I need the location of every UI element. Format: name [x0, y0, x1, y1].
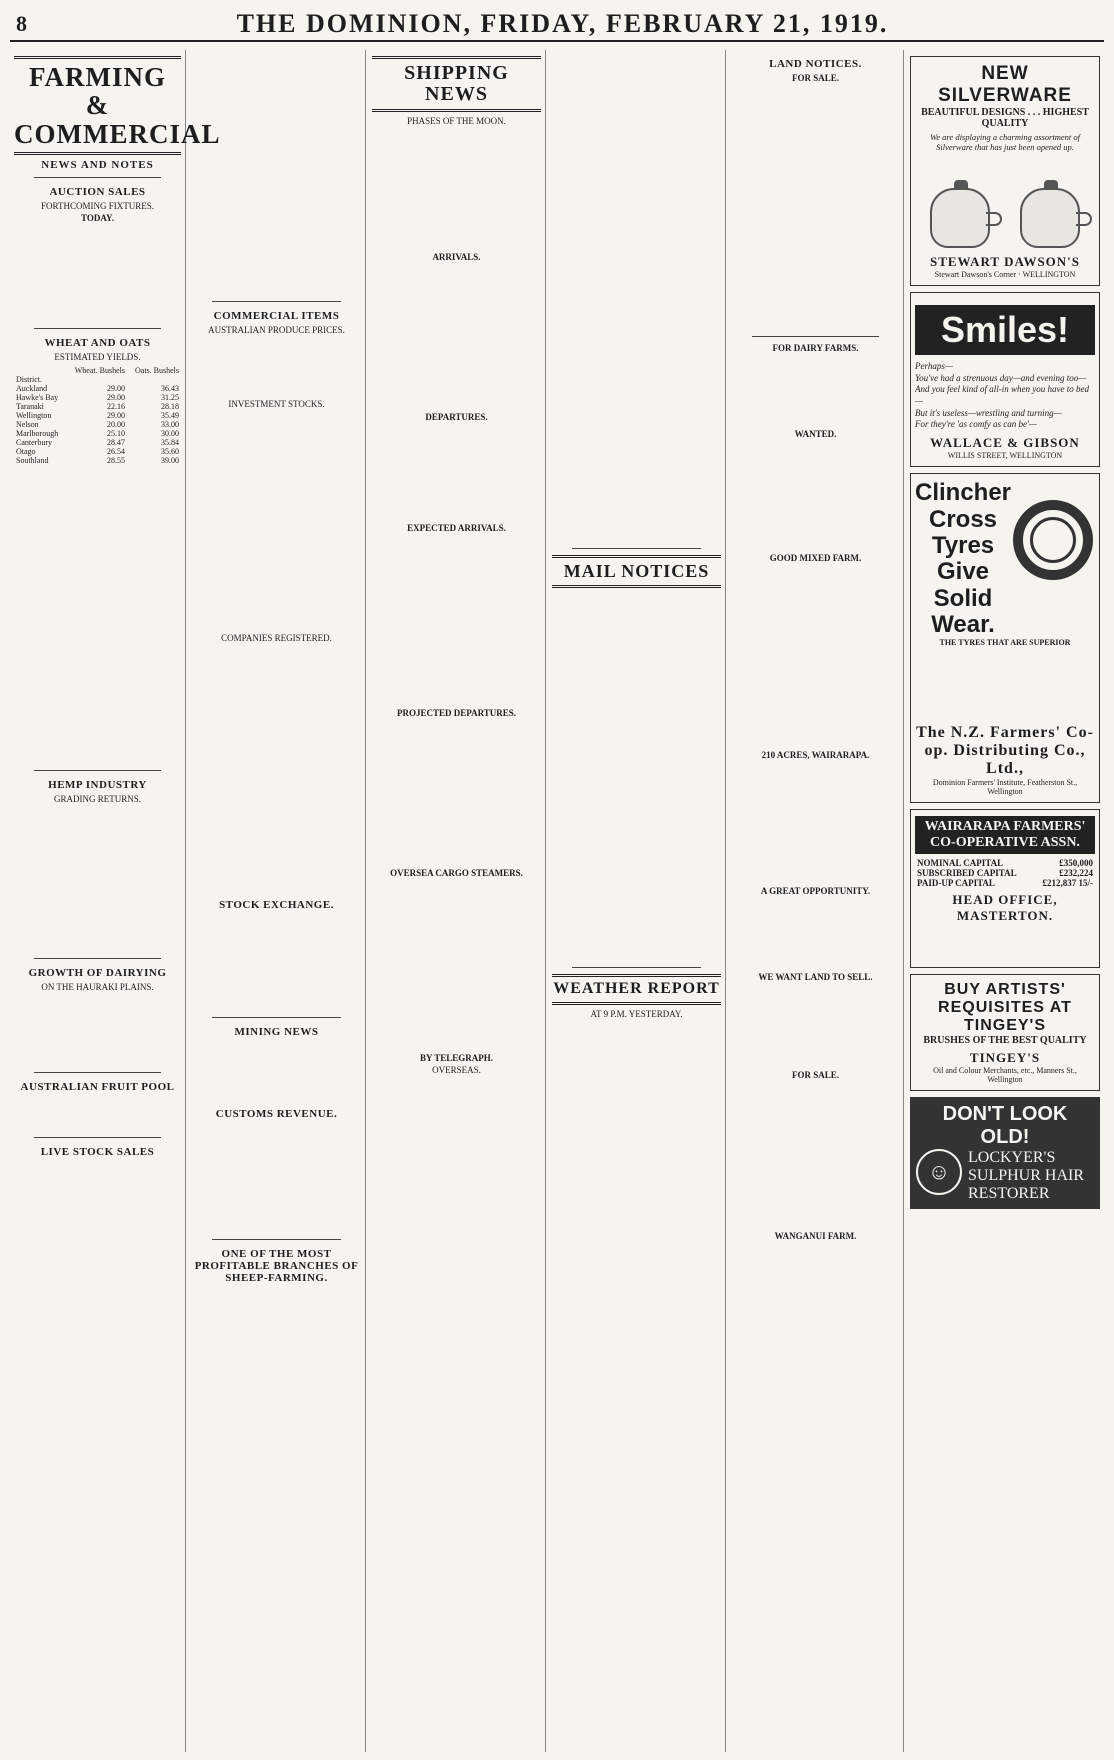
table-cell: [127, 375, 181, 384]
wheat-text-block: [14, 469, 181, 764]
sale-heading-2: FOR SALE.: [791, 1070, 839, 1081]
poem-line: You've had a strenuous day—and evening too—: [915, 372, 1087, 383]
commercial-heading: COMMERCIAL ITEMS: [213, 310, 340, 323]
exchange-heading: STOCK EXCHANGE.: [219, 898, 334, 911]
auction-heading: AUCTION SALES: [49, 186, 146, 199]
mail-text-block: [552, 592, 721, 961]
departures-subheading: DEPARTURES.: [425, 411, 488, 422]
wheat-yield-table: [14, 366, 181, 465]
table-row: [915, 858, 1095, 868]
tyre-illustration: [1011, 480, 1095, 600]
livestock-text-block: [14, 1161, 181, 1283]
divider: [34, 770, 161, 771]
table-cell: 30.00: [161, 428, 179, 438]
expected-subheading: EXPECTED ARRIVALS.: [407, 522, 506, 533]
auction-text-block: [14, 225, 181, 322]
teapot-illustrations: [915, 158, 1095, 248]
hemp-text-block: [14, 806, 181, 952]
mixed-farm-text-block: [732, 565, 899, 748]
smiles-poem: [915, 361, 1095, 431]
capital-table: [915, 858, 1095, 888]
column-header: Oats. Bushels: [135, 365, 179, 375]
news-text-block: [552, 50, 721, 542]
tingeys-advert: [910, 974, 1100, 1091]
table-cell: 28.55: [106, 455, 125, 465]
projected-subheading: PROJECTED DEPARTURES.: [396, 707, 517, 718]
clincher-caption: THE TYRES THAT ARE SUPERIOR: [939, 638, 1071, 648]
table-cell: District.: [16, 374, 42, 384]
growth-text-block: [14, 994, 181, 1066]
table-cell: 36.43: [161, 383, 179, 393]
fruit-heading: AUSTRALIAN FRUIT POOL: [20, 1081, 175, 1093]
smiles-advert: [910, 292, 1100, 467]
exchange-text-block: [192, 914, 361, 1011]
portrait-icon: ☺: [916, 1149, 962, 1195]
moon-text-block: [372, 128, 541, 250]
stewart-dawson-address: Stewart Dawson's Corner · WELLINGTON: [934, 270, 1076, 279]
table-cell: Hawke's Bay: [16, 392, 59, 402]
divider: [34, 1072, 161, 1073]
opportunity-heading: A GREAT OPPORTUNITY.: [760, 885, 871, 896]
table-cell: Auckland: [16, 383, 48, 393]
produce-text-block: [192, 337, 361, 397]
table-cell: Nelson: [16, 419, 39, 429]
column-advertisements: [906, 50, 1104, 1752]
weather-subheading: AT 9 P.M. YESTERDAY.: [590, 1008, 683, 1019]
hair-restorer-advert: [910, 1097, 1100, 1209]
table-cell: 29.00: [106, 410, 125, 420]
profitable-heading: ONE OF THE MOST PROFITABLE BRANCHES OF SHEEP-FARMING.: [194, 1247, 359, 1284]
table-cell: 26.54: [106, 446, 125, 456]
stewart-dawson-brand: STEWART DAWSON'S: [929, 254, 1081, 269]
commercial-text-block: [192, 50, 361, 295]
hemp-subheading: GRADING RETURNS.: [53, 793, 141, 804]
divider: [34, 958, 161, 959]
teapot-icon: [930, 188, 990, 248]
wheat-subheading: ESTIMATED YIELDS.: [54, 351, 141, 362]
departures-text-block: [372, 424, 541, 521]
sale-text-block-2: [732, 1082, 899, 1228]
land-heading: LAND NOTICES.: [769, 58, 862, 70]
silverware-advert: [910, 56, 1100, 286]
tingeys-address: Oil and Colour Merchants, etc., Manners St., Wellington: [933, 1065, 1077, 1084]
wanted-heading: WANTED.: [794, 429, 837, 440]
divider: [34, 328, 161, 329]
livestock-heading: LIVE STOCK SALES: [40, 1146, 155, 1159]
cargo-subheading: OVERSEA CARGO STEAMERS.: [390, 868, 523, 879]
table-row: [14, 456, 181, 465]
section-subtitle: NEWS AND NOTES: [41, 159, 154, 172]
masthead: [10, 8, 1104, 42]
table-cell: Canterbury: [16, 437, 52, 447]
today-heading: TODAY.: [81, 213, 114, 224]
silverware-description: We are displaying a charming assortment of Silverware that has just been opened up.: [929, 132, 1080, 152]
hemp-heading: HEMP INDUSTRY: [48, 778, 147, 791]
table-cell: SUBSCRIBED CAPITAL: [917, 867, 1017, 878]
table-cell: Wellington: [16, 410, 52, 420]
table-cell: 33.00: [161, 419, 179, 429]
opportunity-text-block: [732, 898, 899, 970]
table-row: [14, 438, 181, 447]
table-row: [14, 375, 181, 384]
table-cell: 20.00: [106, 419, 125, 429]
table-header-row: [14, 366, 181, 375]
companies-text-block: [192, 645, 361, 890]
weather-text-block: [552, 1021, 721, 1340]
cargo-text-block: [372, 880, 541, 1051]
moon-subheading: PHASES OF THE MOON.: [407, 116, 506, 126]
hair-brand: LOCKYER'S SULPHUR HAIR RESTORER: [968, 1148, 1085, 1202]
column-commercial: [188, 50, 366, 1752]
table-row: [14, 420, 181, 429]
overseas-subheading: OVERSEAS.: [432, 1065, 481, 1076]
smiles-title: Smiles!: [915, 305, 1095, 355]
overseas-text-block: [372, 1077, 541, 1273]
divider: [212, 301, 341, 302]
clincher-advert: [910, 473, 1100, 803]
weather-heading: WEATHER REPORT: [552, 974, 721, 1005]
table-cell: 29.00: [106, 392, 125, 402]
poem-line: And you feel kind of all-in when you have to bed—: [915, 384, 1089, 407]
wairarapa-advert: [910, 809, 1100, 968]
newspaper-page: [10, 8, 1104, 1752]
mixed-farm-heading: GOOD MIXED FARM.: [769, 552, 862, 563]
clincher-text-block: [915, 647, 1095, 719]
dairy-heading: FOR DAIRY FARMS.: [772, 343, 859, 354]
investment-text-block: [192, 411, 361, 631]
table-row: [14, 384, 181, 393]
table-cell: 35.49: [161, 410, 179, 420]
divider: [212, 1239, 341, 1240]
table-row: [915, 878, 1095, 888]
companies-subheading: COMPANIES REGISTERED.: [221, 633, 332, 644]
table-row: [14, 447, 181, 456]
hair-headline: DON'T LOOK OLD!: [942, 1102, 1068, 1148]
customs-text-block: [192, 1123, 361, 1232]
wheat-heading: WHEAT AND OATS: [44, 336, 151, 349]
growth-heading: GROWTH OF DAIRYING: [28, 966, 167, 979]
investment-subheading: INVESTMENT STOCKS.: [228, 398, 325, 409]
table-row: [14, 402, 181, 411]
poem-line: Perhaps—: [915, 361, 953, 371]
wanganui-text-block: [732, 1243, 899, 1340]
tingeys-brand: TINGEY'S: [969, 1049, 1041, 1065]
table-row: [14, 429, 181, 438]
table-cell: 28.18: [161, 401, 179, 411]
land-text-block-1: [732, 85, 899, 330]
teapot-icon: [1020, 188, 1080, 248]
table-row: [14, 411, 181, 420]
column-farming: [10, 50, 221, 1752]
table-cell: [66, 375, 127, 384]
divider: [572, 548, 701, 549]
divider: [34, 1137, 161, 1138]
table-cell: £212,837 15/-: [1042, 877, 1093, 888]
mining-text-block: [192, 1041, 361, 1101]
table-cell: 22.16: [106, 401, 125, 411]
fruit-text-block: [14, 1096, 181, 1131]
poem-line: For they're 'as comfy as can be'—: [915, 419, 1037, 430]
dairy-text-block: [732, 355, 899, 427]
produce-subheading: AUSTRALIAN PRODUCE PRICES.: [208, 325, 345, 336]
section-title: FARMING & COMMERCIAL: [14, 56, 181, 155]
column-land: [728, 50, 904, 1752]
artists-title: BUY ARTISTS' REQUISITES AT TINGEY'S: [938, 980, 1072, 1034]
column-mail: [548, 50, 726, 1752]
table-cell: 29.00: [106, 383, 125, 393]
head-office: HEAD OFFICE, MASTERTON.: [952, 891, 1058, 923]
wairarapa-title: WAIRARAPA FARMERS' CO-OPERATIVE ASSN.: [915, 816, 1095, 854]
column-header: [14, 366, 66, 375]
table-cell: £232,224: [1059, 867, 1093, 878]
growth-subheading: ON THE HAURAKI PLAINS.: [41, 981, 154, 992]
clincher-title: Clincher Cross Tyres Give Solid Wear.: [915, 479, 1012, 639]
customs-heading: CUSTOMS REVENUE.: [215, 1108, 338, 1121]
table-cell: Taranaki: [16, 401, 44, 411]
wairarapa-acres-heading: 210 ACRES, WAIRARAPA.: [761, 749, 870, 760]
arrivals-subheading: ARRIVALS.: [432, 251, 481, 262]
arrivals-text-block: [372, 264, 541, 410]
projected-text-block: [372, 720, 541, 866]
wallace-gibson-address: WILLIS STREET, WELLINGTON: [947, 451, 1063, 461]
table-cell: 35.60: [161, 446, 179, 456]
wallace-gibson-brand: WALLACE & GIBSON: [930, 435, 1080, 451]
newspaper-title: THE DOMINION, FRIDAY, FEBRUARY 21, 1919.: [236, 9, 889, 38]
table-cell: 39.00: [161, 455, 179, 465]
auction-subheading: FORTHCOMING FIXTURES.: [41, 201, 154, 212]
divider: [212, 1017, 341, 1018]
table-cell: 28.47: [106, 437, 125, 447]
table-cell: Marlborough: [16, 428, 59, 438]
divider: [572, 967, 701, 968]
expected-text-block: [372, 535, 541, 706]
brushes-line: BRUSHES OF THE BEST QUALITY: [923, 1034, 1087, 1046]
telegraph-subheading: BY TELEGRAPH.: [419, 1053, 493, 1064]
wanganui-heading: WANGANUI FARM.: [774, 1230, 857, 1241]
table-cell: Southland: [16, 455, 49, 465]
table-cell: PAID-UP CAPITAL: [917, 877, 995, 888]
page-number: 8: [16, 11, 27, 36]
divider: [34, 177, 161, 178]
wairarapa-text-block: [915, 924, 1095, 959]
want-land-text-block: [732, 984, 899, 1069]
table-cell: 31.25: [161, 392, 179, 402]
column-header: Wheat. Bushels: [74, 365, 125, 375]
divider: [752, 336, 879, 337]
wanted-text-block: [732, 441, 899, 550]
table-row: [915, 868, 1095, 878]
table-cell: £350,000: [1059, 857, 1093, 868]
column-shipping: [368, 50, 546, 1752]
shipping-heading: SHIPPING NEWS: [372, 56, 541, 112]
poem-line: But it's useless—wrestling and turning—: [915, 407, 1062, 418]
silverware-subtitle: BEAUTIFUL DESIGNS . . . HIGHEST QUALITY: [921, 107, 1089, 129]
table-cell: 25.10: [106, 428, 125, 438]
farmers-coop-address: Dominion Farmers' Institute, Featherston St., Wellington: [932, 777, 1078, 796]
want-land-heading: WE WANT LAND TO SELL.: [758, 971, 873, 982]
profitable-text-block: [192, 1287, 361, 1582]
mining-heading: MINING NEWS: [234, 1025, 319, 1038]
sale-heading: FOR SALE.: [791, 73, 839, 83]
farmers-coop-brand: The N.Z. Farmers' Co-op. Distributing Co., Ltd.,: [916, 723, 1094, 777]
table-cell: NOMINAL CAPITAL: [917, 857, 1004, 868]
silverware-title: NEW SILVERWARE: [938, 63, 1072, 106]
table-cell: 35.84: [161, 437, 179, 447]
table-row: [14, 393, 181, 402]
tyre-icon: [1013, 500, 1093, 580]
wairarapa-text-block: [732, 762, 899, 884]
mail-heading: MAIL NOTICES: [552, 555, 721, 588]
table-cell: Otago: [16, 446, 36, 456]
